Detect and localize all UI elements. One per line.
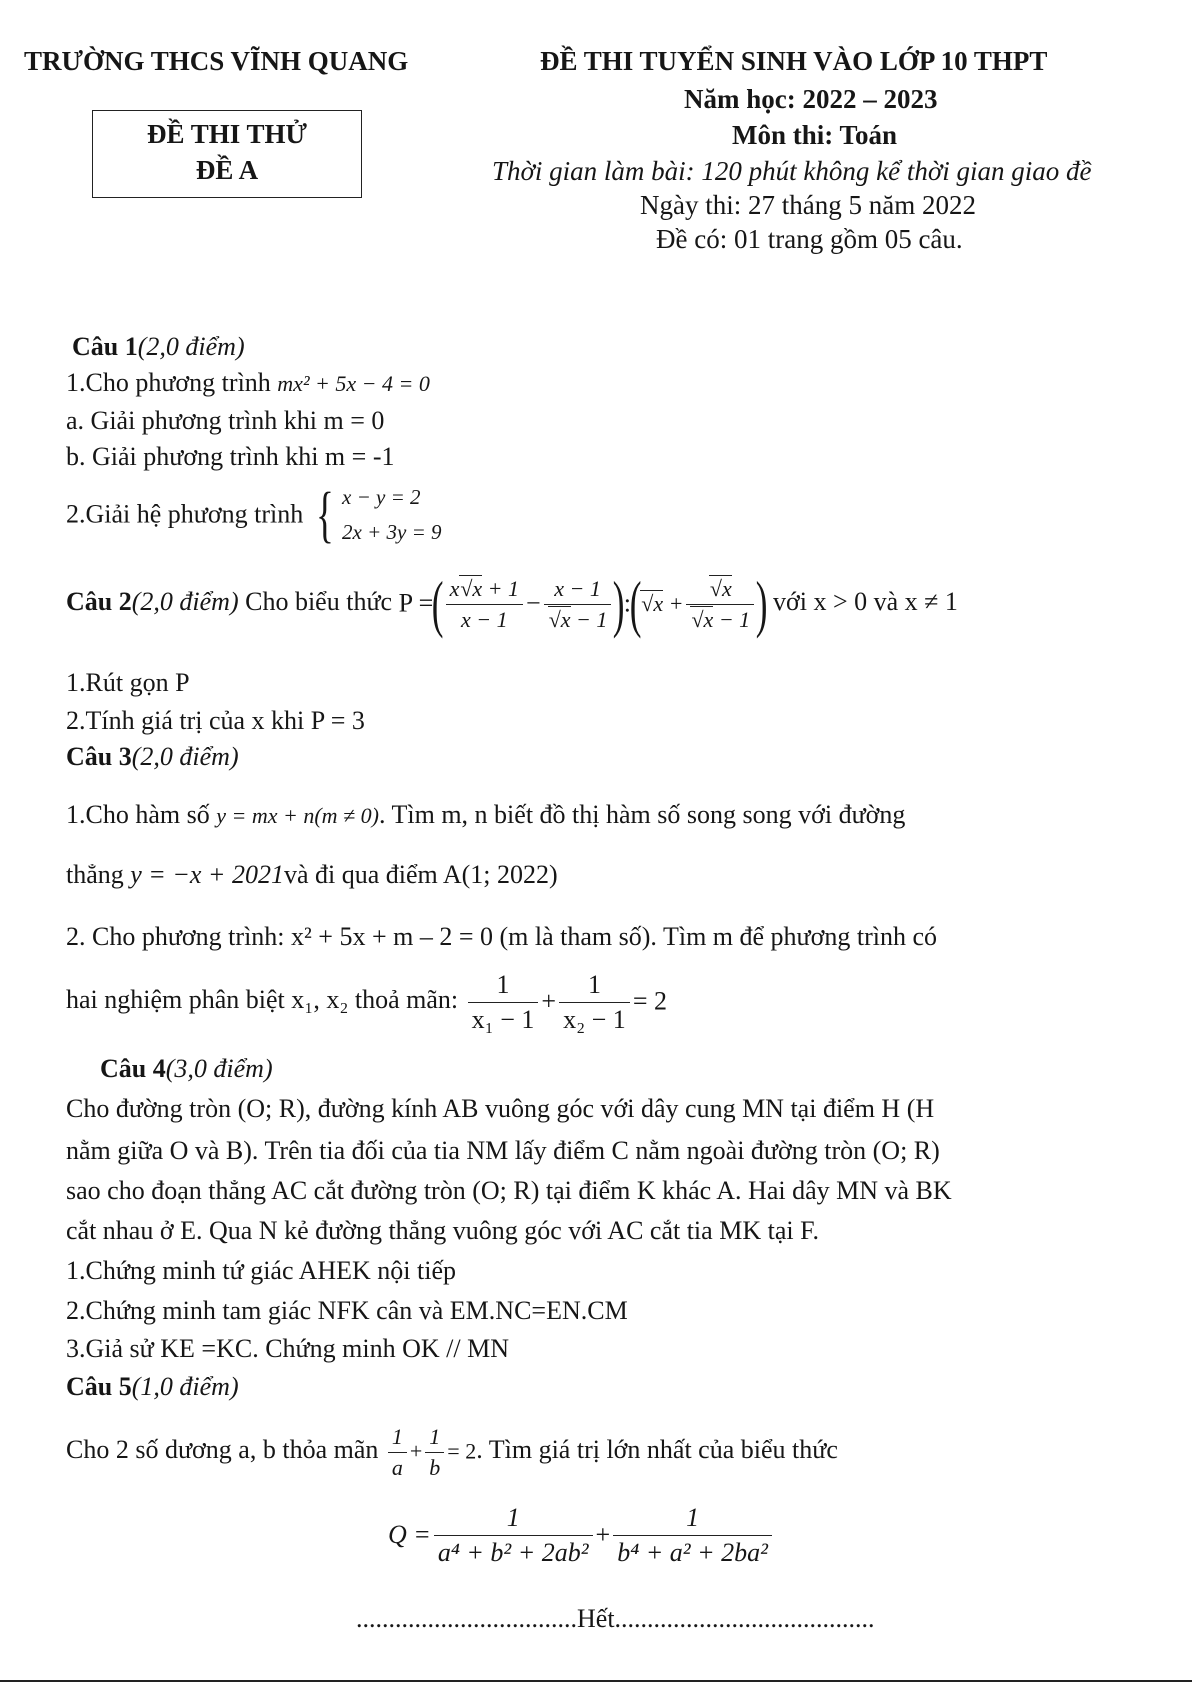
q3-part1-line1: 1.Cho hàm số y = mx + n(m ≠ 0). Tìm m, n biết đồ thị hàm số song song với đường: [66, 800, 906, 829]
q5-heading: [66, 1372, 239, 1402]
exam-title: ĐỀ THI TUYỂN SINH VÀO LỚP 10 THPT: [540, 46, 1048, 76]
q2-frac2: $\frac{x - 1}{√x - 1}$: [544, 577, 612, 630]
q1-heading: [72, 332, 245, 362]
q5-points: (1,0 điểm): [131, 1372, 239, 1401]
q4-line1: Cho đường tròn (O; R), đường kính AB vuông góc với dây cung MN tại điểm H (H: [66, 1094, 935, 1123]
q2-sub1: 1.Rút gọn P: [66, 668, 190, 697]
q5-condition: $\frac{1}{a}$ + $\frac{1}{b}$ = 2: [385, 1425, 476, 1478]
q3-line-eq: y = −x + 2021: [130, 860, 284, 889]
q5-line1: Cho 2 số dương a, b thỏa mãn $\frac{1}{a}$ + $\frac{1}{b}$ = 2. Tìm giá trị lớn nhất của biểu thức: [66, 1424, 838, 1480]
q4-sub2: 2.Chứng minh tam giác NFK cân và EM.NC=EN.CM: [66, 1296, 628, 1325]
q1-part2-text: 2.Giải hệ phương trình: [66, 499, 304, 529]
q1-part1-text: 1.Cho phương trình: [66, 368, 271, 397]
school-year: Năm học: 2022 – 2023: [684, 84, 938, 114]
system-brace: {: [315, 480, 334, 549]
q5-label: Câu 5: [66, 1372, 132, 1401]
exam-date: Ngày thi: 27 tháng 5 năm 2022: [640, 190, 976, 220]
box-line2: ĐỀ A: [195, 155, 259, 185]
q2-intro: Cho biểu thức: [245, 587, 393, 616]
end-marker: ..................................Hết........................................: [356, 1604, 875, 1633]
q3-part2-line1: 2. Cho phương trình: x² + 5x + m – 2 = 0 (m là tham số). Tìm m để phương trình có: [66, 922, 938, 951]
q3-function: y = mx + n(m ≠ 0): [216, 803, 379, 828]
q2-points: (2,0 điểm): [131, 587, 239, 616]
q2-heading: [66, 566, 958, 638]
q2-frac3: $\frac{√x}{√x - 1}$: [686, 577, 754, 630]
q4-sub3: 3.Giả sử KE =KC. Chứng minh OK // MN: [66, 1334, 509, 1363]
q4-line4: cắt nhau ở E. Qua N kẻ đường thẳng vuông góc với AC cắt tia MK tại F.: [66, 1216, 819, 1245]
box-line1: ĐỀ THI THỬ: [146, 119, 308, 149]
q4-sub1: 1.Chứng minh tứ giác AHEK nội tiếp: [66, 1256, 456, 1285]
q3-points: (2,0 điểm): [131, 742, 239, 771]
q2-condition: với x > 0 và x ≠ 1: [772, 587, 958, 616]
end-word: Hết: [577, 1604, 615, 1633]
q4-line2: nằm giữa O và B). Trên tia đối của tia NM lấy điểm C nằm ngoài đường tròn (O; R): [66, 1136, 940, 1165]
duration: Thời gian làm bài: 120 phút không kể thời gian giao đề: [492, 156, 1092, 186]
q1-part1: [66, 368, 430, 398]
school-name: TRƯỜNG THCS VĨNH QUANG: [24, 46, 409, 76]
q4-points: (3,0 điểm): [165, 1054, 273, 1083]
q1-part-b: b. Giải phương trình khi m = -1: [66, 442, 395, 471]
system-eq1: x − y = 2: [342, 485, 421, 509]
q2-sub2: 2.Tính giá trị của x khi P = 3: [66, 706, 365, 735]
q4-label: Câu 4: [100, 1054, 166, 1083]
q2-label: Câu 2: [66, 587, 132, 616]
equation-system: [342, 480, 441, 549]
page-count: Đề có: 01 trang gồm 05 câu.: [656, 224, 963, 254]
q3-label: Câu 3: [66, 742, 132, 771]
trial-exam-box: [92, 110, 362, 198]
q3-condition-expr: $\frac{1}{\text{x₁ − 1}}$ + $\frac{1}{\text{x₂ − 1}}$ = 2: [465, 971, 667, 1033]
q3-heading: [66, 742, 239, 772]
q1-equation: mx² + 5x − 4 = 0: [277, 371, 430, 396]
subject: Môn thi: Toán: [732, 120, 898, 150]
q1-points: (2,0 điểm): [137, 332, 245, 361]
bottom-rule: [0, 1680, 1192, 1682]
q2-frac1: $\frac{x√x + 1}{x - 1}$: [446, 577, 523, 630]
q1-part-a: a. Giải phương trình khi m = 0: [66, 406, 385, 435]
q4-heading: [100, 1054, 273, 1084]
q3-part2-line2: hai nghiệm phân biệt x₁, x₂ thoả mãn: $\frac{1}{\text{x₁ − 1}}$ + $\frac{1}{\text{x₂ − 1}}$ = 2: [66, 970, 667, 1034]
q5-expression: Q = $\frac{1}{\text{a⁴ + b² + 2ab²}}$ + $\frac{1}{\text{b⁴ + a² + 2ba²}}$: [388, 1488, 775, 1578]
q4-line3: sao cho đoạn thẳng AC cắt đường tròn (O; R) tại điểm K khác A. Hai dây MN và BK: [66, 1176, 952, 1205]
q2-expression: P =( $\frac{x√x + 1}{x - 1}$ − $\frac{x - 1}{√x - 1}$ ):(√x + $\frac{√x}{√x - 1}$ ): [398, 568, 768, 640]
system-eq2: 2x + 3y = 9: [342, 519, 442, 544]
q5-frac2: $\frac{1}{\text{b⁴ + a² + 2ba²}}$: [613, 1504, 772, 1566]
q3-part1-line2: thẳng y = −x + 2021và đi qua điểm A(1; 2022): [66, 860, 558, 889]
q5-frac1: $\frac{1}{\text{a⁴ + b² + 2ab²}}$: [434, 1504, 593, 1566]
q1-part2: [66, 480, 442, 550]
q1-label: Câu 1: [72, 332, 138, 361]
